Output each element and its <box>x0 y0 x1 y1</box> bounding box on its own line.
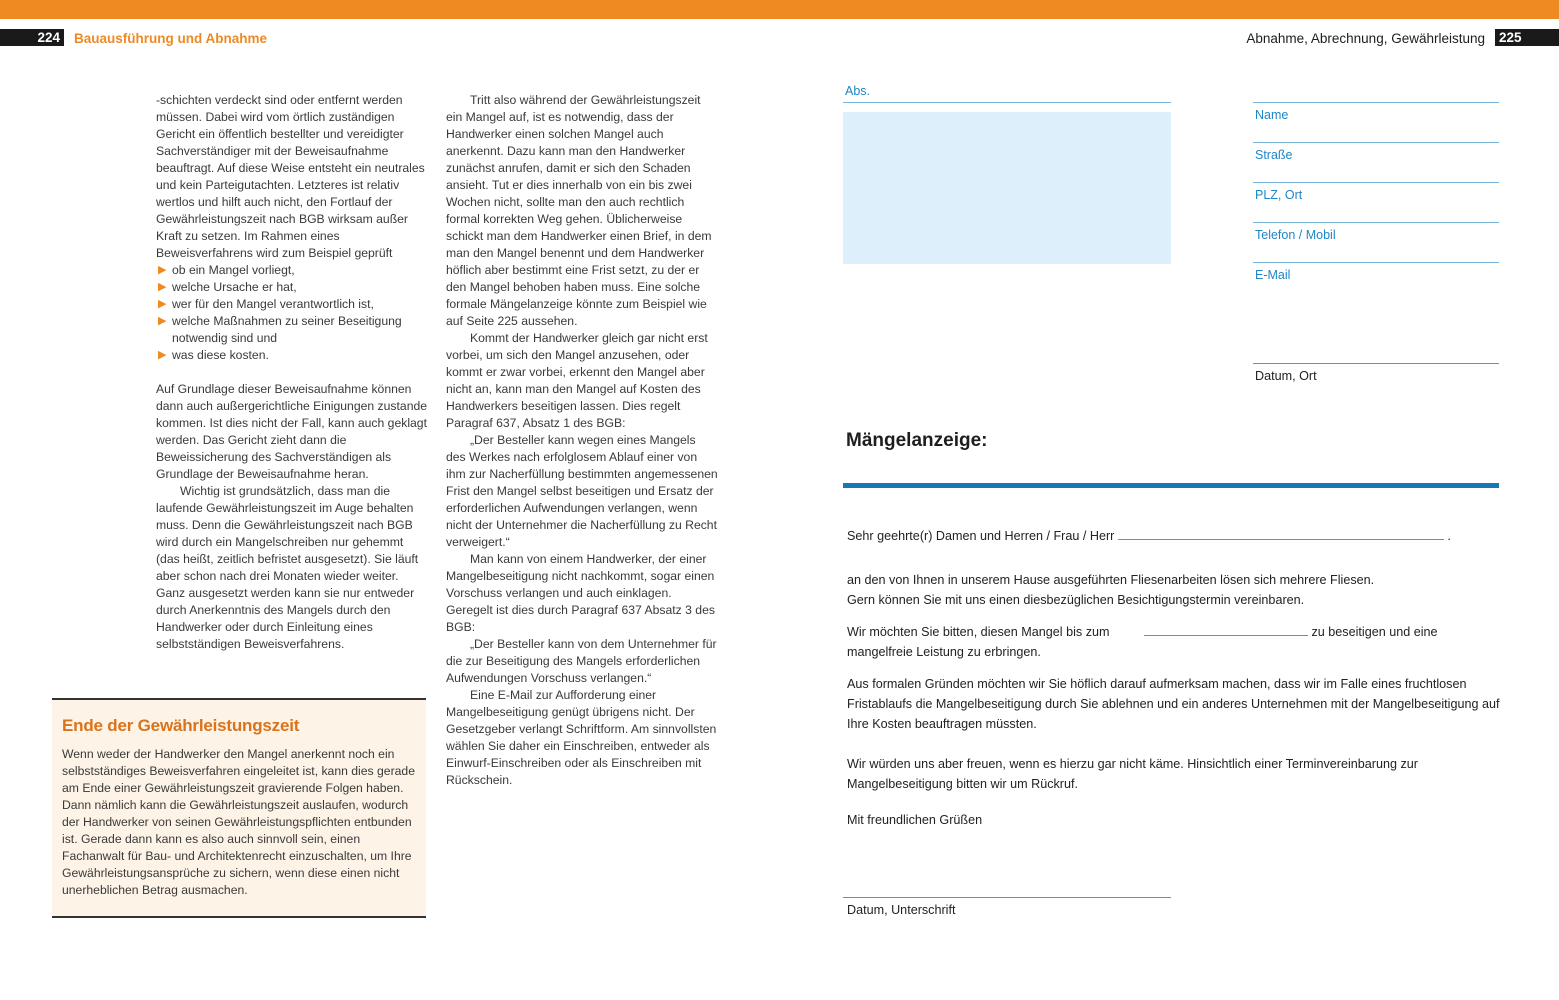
col1-para3: Wichtig ist grundsätzlich, dass man die laufende Gewährleistungszeit im Auge behalten muss. Denn die Gewährleistungszeit nach BGB wird durch ein Mangelschreiben nur gehemmt (das heißt, zeitlich befristet ausgesetzt). Sie läuft aber schon nach drei Monaten wieder weiter. Ganz ausgesetzt werden kann sie nur entweder durch Anerkenntnis des Mangels durch den Handwerker oder durch Einleitung eines selbstständigen Beweisverfahrens. <box>156 484 419 651</box>
salutation-line <box>847 526 1507 546</box>
field-rule <box>1253 142 1499 143</box>
name-field-label: Name <box>1255 108 1289 122</box>
field-rule <box>1253 262 1499 263</box>
title-underline-bar <box>843 483 1499 488</box>
middle-column <box>446 92 718 789</box>
list-item: ▶ was diese kosten. <box>158 348 269 362</box>
right-running-head: Abnahme, Abrechnung, Gewährleistung <box>1246 31 1485 46</box>
list-item: ▶ welche Ursache er hat, <box>158 280 297 294</box>
abs-rule <box>843 102 1171 103</box>
salutation-end: . <box>1447 529 1451 543</box>
triangle-bullet-icon: ▶ <box>158 298 167 310</box>
triangle-bullet-icon: ▶ <box>158 281 167 293</box>
street-field-label: Straße <box>1255 148 1293 162</box>
col2-para1: Tritt also während der Gewährleistungszeit ein Mangel auf, ist es notwendig, dass der Handwerker einen solchen Mangel auch anerkennt. Dazu kann man den Handwerker zunächst anrufen, damit er sich den Schaden ansieht. Tut er dies innerhalb von ein bis zwei Wochen nicht, sollte man den auch rechtlich formal korrekten Weg gehen. Üblicherweise schickt man dem Handwerker einen Brief, in dem man den Mangel benennt und dem Handwerker höflich aber bestimmt eine Frist setzt, zu der er den Mangel behoben haben muss. Eine solche formale Mängelanzeige könnte zum Beispiel wie auf Seite 225 aussehen. <box>446 93 712 328</box>
list-item: ▶ wer für den Mangel verantwortlich ist, <box>158 297 374 311</box>
col1-para2: Auf Grundlage dieser Beweisaufnahme können dann auch außergerichtliche Einigungen zustande kommen. Ist dies nicht der Fall, kann auch geklagt werden. Das Gericht zieht dann die Beweissicherung des Sachverständigen als Grundlage der Beweisaufnahme heran. <box>156 382 428 481</box>
list-item: ▶ welche Maßnahmen zu seiner Beseitigung notwendig sind und <box>158 314 402 345</box>
triangle-bullet-icon: ▶ <box>158 315 167 327</box>
email-field-label: E-Mail <box>1255 268 1291 282</box>
letter-para2 <box>847 622 1507 662</box>
col2-para2: Kommt der Handwerker gleich gar nicht erst vorbei, um sich den Mangel anzusehen, oder kommt er zwar vorbei, erkennt den Mangel aber nicht an, kann man den Mangel auf Kosten des Handwerkers beseitigen lassen. Dies regelt Paragraf 637, Absatz 1 des BGB: <box>446 331 708 430</box>
letter-para1 <box>847 570 1507 610</box>
para1-line1: an den von Ihnen in unserem Hause ausgeführten Fliesenarbeiten lösen sich mehrere Fliesen. <box>847 573 1375 587</box>
col2-quote1: „Der Besteller kann wegen eines Mangels des Werkes nach erfolglosem Ablauf einer von ihm zur Nacherfüllung bestimmten angemessenen Frist den Mangel selbst beseitigen und Ersatz der erforderlichen Aufwendungen verlangen, wenn nicht der Unternehmer die Nacherfüllung zu Recht verweigert.“ <box>446 433 718 549</box>
list-item: ▶ ob ein Mangel vorliegt, <box>158 263 295 277</box>
abs-label: Abs. <box>845 84 871 98</box>
field-rule <box>1253 182 1499 183</box>
para1-line2: Gern können Sie mit uns einen diesbezüglichen Besichtigungstermin vereinbaren. <box>847 593 1305 607</box>
letter-para3: Aus formalen Gründen möchten wir Sie höflich darauf aufmerksam machen, dass wir im Falle eines fruchtlosen Fristablaufs die Mangelbeseitigung durch Sie ablehnen und ein anderes Unternehmen mit der Mangelbeseitigung auf Ihre Kosten beauftragen müssten. <box>847 677 1500 731</box>
sender-address-field[interactable] <box>843 112 1171 264</box>
left-column <box>156 92 428 653</box>
deadline-date-field[interactable] <box>1144 635 1308 636</box>
col2-para6: Eine E-Mail zur Aufforderung einer Mangelbeseitigung genügt übrigens nicht. Der Gesetzgeber verlangt Schriftform. Am sinnvollsten wählen Sie daher ein Einschreiben, entweder als Einwurf-Einschreiben oder als Einschreiben mit Rückschein. <box>446 688 717 787</box>
para2-text-b: zu beseitigen und eine <box>1311 625 1438 639</box>
info-box-title: Ende der Gewährleistungszeit <box>62 716 300 735</box>
left-page-number: 224 <box>0 29 64 46</box>
para2-text-a: Wir möchten Sie bitten, diesen Mangel bis zum <box>847 625 1110 639</box>
date-place-label: Datum, Ort <box>1255 369 1317 383</box>
letter-title: Mängelanzeige: <box>846 430 988 451</box>
field-rule <box>1253 222 1499 223</box>
triangle-bullet-icon: ▶ <box>158 349 167 361</box>
phone-field-label: Telefon / Mobil <box>1255 228 1336 242</box>
signature-line <box>843 897 1171 898</box>
triangle-bullet-icon: ▶ <box>158 264 167 276</box>
col2-para4: Man kann von einem Handwerker, der einer Mangelbeseitigung nicht nachkommt, sogar einen Vorschuss verlangen und auch einklagen. Geregelt ist dies durch Paragraf 637 Absatz 3 des BGB: <box>446 552 715 634</box>
zip-city-field-label: PLZ, Ort <box>1255 188 1303 202</box>
col2-quote2: „Der Besteller kann von dem Unternehmer für die zur Beseitigung des Mangels erforderlichen Aufwendungen Vorschuss verlangen.“ <box>446 637 717 685</box>
salutation-text: Sehr geehrte(r) Damen und Herren / Frau / Herr <box>847 529 1115 543</box>
top-color-bar <box>0 0 1559 19</box>
signature-label: Datum, Unterschrift <box>847 903 956 917</box>
col1-intro: -schichten verdeckt sind oder entfernt werden müssen. Dabei wird vom örtlich zuständigen Gericht ein öffentlich bestellter und vereidigter Sachverständiger mit der Beweisaufnahme beauftragt. Auf diese Weise entsteht ein neutrales und kein Parteigutachten. Letzteres ist relativ wertlos und hilft auch nicht, den Fortlauf der Gewährleistungszeit nach BGB wirksam außer Kraft zu setzen. Im Rahmen eines Beweisverfahrens wird zum Beispiel geprüft <box>156 93 425 260</box>
left-running-head: Bauausführung und Abnahme <box>74 31 267 46</box>
right-page-number: 225 <box>1495 29 1559 46</box>
para2-text-c: mangelfreie Leistung zu erbringen. <box>847 645 1041 659</box>
field-rule <box>1253 102 1499 103</box>
recipient-name-field[interactable] <box>1118 539 1444 540</box>
date-place-line <box>1253 363 1499 364</box>
check-list <box>156 262 428 364</box>
closing-text: Mit freundlichen Grüßen <box>847 813 983 827</box>
letter-para4: Wir würden uns aber freuen, wenn es hierzu gar nicht käme. Hinsichtlich einer Terminvereinbarung zur Mangelbeseitigung bitten wir um Rückruf. <box>847 757 1418 791</box>
info-box <box>52 698 426 918</box>
info-box-text: Wenn weder der Handwerker den Mangel anerkennt noch ein selbstständiges Beweisverfahren eingeleitet ist, kann dies gerade am Ende einer Gewährleistungszeit gravierende Folgen haben. Dann nämlich kann die Gewährleistungszeit auslaufen, wodurch der Handwerker von seinen Gewährleistungspflichten entbunden ist. Gerade dann kann es also auch sinnvoll sein, einen Fachanwalt für Bau- und Architektenrecht einzuschalten, um Ihre Gewährleistungsansprüche zu sichern, wenn diese einen nicht unerheblichen Betrag ausmachen. <box>62 747 415 897</box>
